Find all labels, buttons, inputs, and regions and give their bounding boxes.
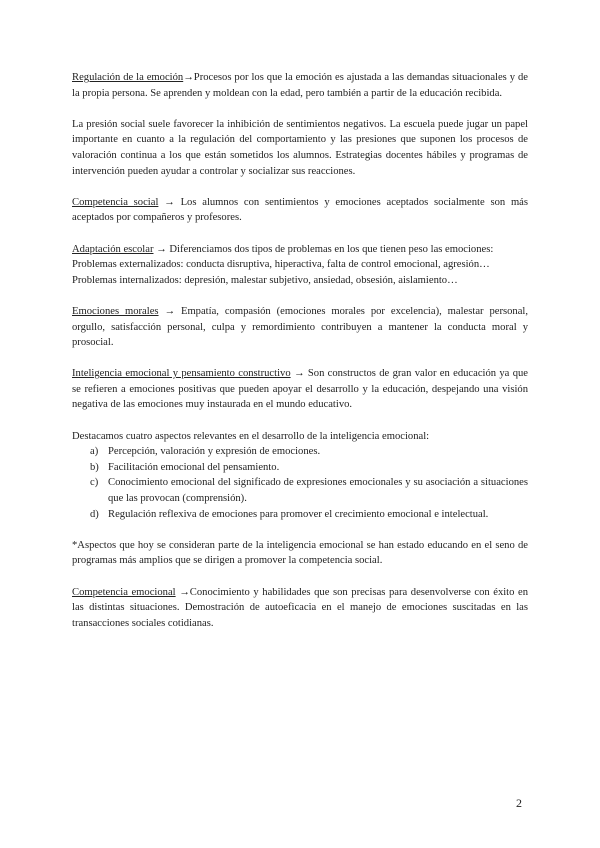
nota-paragraph (72, 538, 528, 569)
regulacion-term: Regulación de la emoción (72, 72, 184, 83)
morales-paragraph (72, 304, 528, 351)
regulacion-arrow: → (183, 72, 194, 83)
competencia-emocional-paragraph (72, 585, 528, 632)
competencia-social-arrow: → (158, 196, 181, 208)
adaptacion-line-3: Problemas internalizados: depresión, malestar subjetivo, ansiedad, obsesión, aislamiento… (72, 274, 458, 286)
list-marker: b) (90, 461, 99, 473)
list-item-text: Regulación reflexiva de emociones para promover el crecimiento emocional e intelectual. (108, 508, 489, 520)
list-marker: c) (90, 477, 99, 489)
list-item (72, 460, 528, 476)
list-marker: a) (90, 446, 99, 458)
aspectos-intro (72, 429, 528, 445)
aspectos-intro-text: Destacamos cuatro aspectos relevantes en el desarrollo de la inteligencia emocional: (72, 430, 430, 442)
adaptacion-paragraph (72, 242, 528, 289)
regulacion-paragraph (72, 70, 528, 101)
presion-paragraph (72, 117, 528, 179)
list-item (72, 507, 528, 523)
adaptacion-text: Diferenciamos dos tipos de problemas en los que tienen peso las emociones: (169, 243, 494, 255)
inteligencia-paragraph (72, 366, 528, 413)
regulacion-text: Procesos por los que la emoción es ajustada a las demandas situacionales y de la propia persona. Se aprenden y moldean con la edad, pero también a partir de la educación recibida. (72, 72, 528, 99)
nota-text: *Aspectos que hoy se consideran parte de la inteligencia emocional se han estado educando en el seno de programas más amplios que se dirigen a promover la competencia social. (72, 539, 528, 567)
page-number: 2 (516, 796, 522, 810)
morales-term: Emociones morales (72, 305, 159, 317)
competencia-social-term: Competencia social (72, 196, 159, 208)
list-item (72, 475, 528, 506)
adaptacion-line-1 (72, 242, 528, 258)
inteligencia-arrow: → (290, 368, 308, 380)
list-marker: d) (90, 508, 99, 520)
aspectos-list (72, 444, 528, 522)
document-page (72, 70, 528, 647)
competencia-social-text: Los alumnos con sentimientos y emociones aceptados socialmente son más aceptados por compañeros y profesores. (72, 196, 529, 224)
list-item-text: Percepción, valoración y expresión de emociones. (108, 446, 321, 458)
competencia-emocional-arrow: → (175, 586, 190, 598)
adaptacion-line-2: Problemas externalizados: conducta disruptiva, hiperactiva, falta de control emocional, agresión… (72, 259, 490, 271)
morales-arrow: → (158, 305, 181, 317)
morales-text: Empatía, compasión (emociones morales por excelencia), malestar personal, orgullo, satisfacción personal, culpa y remordimiento contribuyen a mantener la conducta moral y prosocial. (72, 305, 528, 349)
competencia-emocional-term: Competencia emocional (72, 586, 176, 598)
adaptacion-arrow: → (153, 243, 170, 255)
inteligencia-term: Inteligencia emocional y pensamiento constructivo (72, 368, 291, 380)
list-item-text: Conocimiento emocional del significado de expresiones emocionales y su asociación a situaciones que las provocan (comprensión). (108, 477, 528, 505)
competencia-emocional-text: Conocimiento y habilidades que son precisas para desenvolverse con éxito en las distintas situaciones. Demostración de autoeficacia en el manejo de emociones suscitadas en las transacciones sociales cotidianas. (72, 586, 529, 629)
list-item (72, 444, 528, 460)
inteligencia-text: Son constructos de gran valor en educación ya que se refieren a emociones positivas que pueden apoyar el desarrollo y la educación, despejando una visión negativa de las emociones muy instaurada en el mundo educativo. (72, 368, 529, 411)
adaptacion-term: Adaptación escolar (72, 243, 154, 255)
presion-text: La presión social suele favorecer la inhibición de sentimientos negativos. La escuela puede jugar un papel importante en cuanto a la regulación del comportamiento y las presiones que suponen los procesos de valoración continua a los que están sometidos los alumnos. Estrategias docentes hábiles y programas de intervención pueden ayudar a controlar y socializar sus reacciones. (72, 118, 528, 177)
competencia-social-paragraph (72, 195, 528, 226)
list-item-text: Facilitación emocional del pensamiento. (108, 461, 280, 473)
